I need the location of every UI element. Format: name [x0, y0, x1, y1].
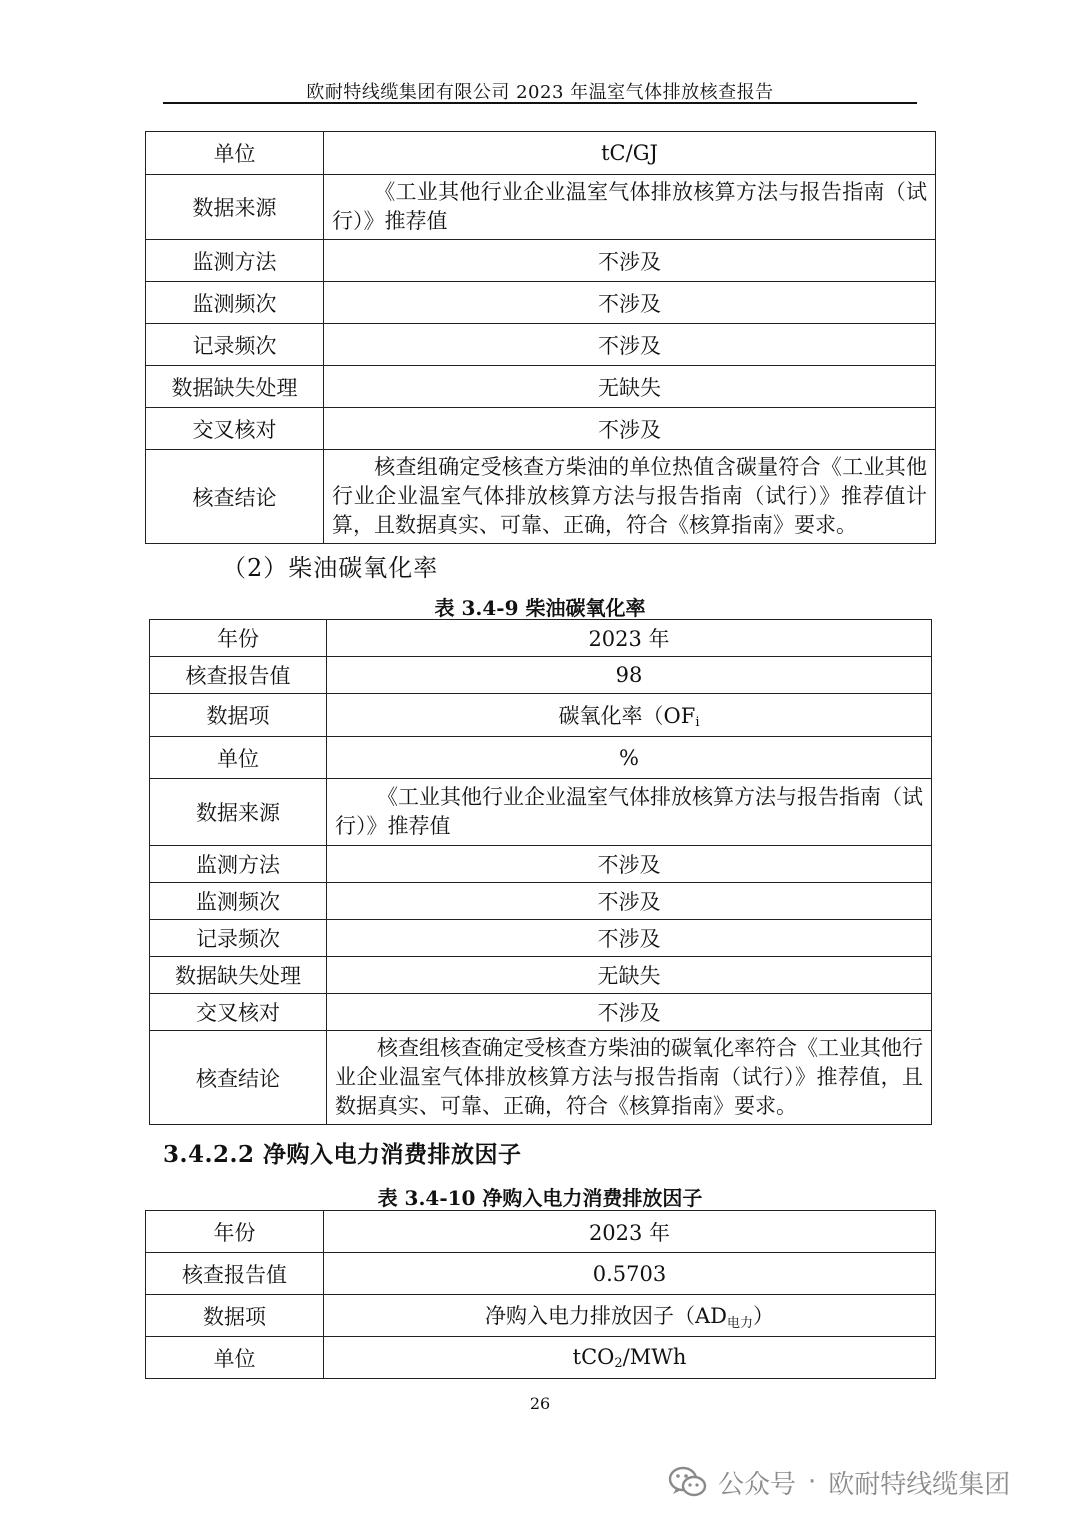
row-label: 数据项	[146, 1295, 324, 1337]
row-value: 不涉及	[324, 408, 936, 450]
row-value: 0.5703	[324, 1253, 936, 1295]
row-value-subscript: i	[695, 715, 700, 730]
section-heading: （2）柴油碳氧化率	[222, 554, 439, 582]
row-value: 不涉及	[327, 846, 932, 883]
row-value-text: 《工业其他行业企业温室气体排放核算方法与报告指南（试行）》推荐值	[332, 180, 927, 233]
row-label: 交叉核对	[150, 994, 327, 1031]
watermark-separator: ·	[808, 1467, 817, 1497]
table-row	[150, 620, 932, 657]
wechat-watermark	[668, 1460, 1010, 1504]
row-label: 核查报告值	[146, 1253, 324, 1295]
table-row	[150, 883, 932, 920]
table-row	[146, 1253, 936, 1295]
report-header-title: 欧耐特线缆集团有限公司 2023 年温室气体排放核查报告	[306, 82, 774, 103]
row-label: 年份	[146, 1211, 324, 1253]
row-value: 无缺失	[327, 957, 932, 994]
table-row	[150, 737, 932, 779]
row-value: 98	[327, 657, 932, 694]
row-value-text: 净购入电力排放因子（AD	[484, 1304, 727, 1328]
table-row	[146, 175, 936, 240]
row-value-text: 碳氧化率（OF	[558, 704, 696, 728]
row-value	[324, 175, 936, 240]
row-value: 无缺失	[324, 366, 936, 408]
table-row	[150, 957, 932, 994]
wechat-logo-icon	[668, 1465, 708, 1499]
row-value-text: 核查组核查确定受核查方柴油的碳氧化率符合《工业其他行业企业温室气体排放核算方法与报告指南（试行）》推荐值，且数据真实、可靠、正确，符合《核算指南》要求。	[335, 1036, 923, 1118]
table-row	[146, 1295, 936, 1337]
table-row	[150, 994, 932, 1031]
row-label: 核查结论	[150, 1031, 327, 1125]
table-row	[146, 1337, 936, 1379]
table-row	[146, 408, 936, 450]
row-value: 2023 年	[327, 620, 932, 657]
row-value	[327, 779, 932, 846]
row-label: 核查报告值	[150, 657, 327, 694]
watermark-account-name: 欧耐特线缆集团	[828, 1469, 1011, 1500]
row-value-subscript: 2	[614, 1355, 623, 1371]
table-row	[150, 920, 932, 957]
table-caption: 表 3.4-9 柴油碳氧化率	[434, 596, 646, 620]
row-value-tail: /MWh	[622, 1344, 687, 1369]
row-label: 单位	[150, 737, 327, 779]
table-row	[150, 1031, 932, 1125]
table-row	[146, 366, 936, 408]
row-label: 数据缺失处理	[146, 366, 324, 408]
page-number: 26	[529, 1394, 551, 1413]
table-row	[146, 282, 936, 324]
row-value: 2023 年	[324, 1211, 936, 1253]
row-label: 监测方法	[146, 240, 324, 282]
subsection-heading: 3.4.2.2 净购入电力消费排放因子	[163, 1141, 522, 1168]
row-label: 核查结论	[146, 450, 324, 544]
row-label: 记录频次	[146, 324, 324, 366]
row-label: 数据项	[150, 694, 327, 737]
row-value	[324, 450, 936, 544]
table-row	[146, 450, 936, 544]
row-value: %	[327, 737, 932, 779]
row-value-text: 《工业其他行业企业温室气体排放核算方法与报告指南（试行）》推荐值	[335, 785, 923, 838]
diesel-carbon-content-table	[145, 131, 936, 544]
table-row	[146, 1211, 936, 1253]
row-label: 交叉核对	[146, 408, 324, 450]
table-row	[150, 694, 932, 737]
watermark-account-label: 公众号	[718, 1469, 797, 1500]
table-row	[150, 846, 932, 883]
row-value	[324, 1295, 936, 1337]
row-label: 数据缺失处理	[150, 957, 327, 994]
row-value: tC/GJ	[324, 132, 936, 175]
row-value: 不涉及	[327, 994, 932, 1031]
row-label: 单位	[146, 1337, 324, 1379]
row-value: 不涉及	[324, 240, 936, 282]
row-label: 记录频次	[150, 920, 327, 957]
table-row	[150, 657, 932, 694]
row-label: 单位	[146, 132, 324, 175]
table-row	[146, 132, 936, 175]
header-divider	[163, 102, 917, 104]
row-value: 不涉及	[327, 883, 932, 920]
row-value-text: tCO	[572, 1344, 615, 1369]
table-row	[146, 324, 936, 366]
row-value-text: 核查组确定受核查方柴油的单位热值含碳量符合《工业其他行业企业温室气体排放核算方法与报告指南（试行）》推荐值计算，且数据真实、可靠、正确，符合《核算指南》要求。	[332, 455, 927, 537]
row-value-tail: ）	[753, 1304, 775, 1328]
row-label: 年份	[150, 620, 327, 657]
row-label: 监测方法	[150, 846, 327, 883]
row-label: 监测频次	[146, 282, 324, 324]
row-value	[327, 1031, 932, 1125]
row-value: 不涉及	[327, 920, 932, 957]
diesel-oxidation-rate-table	[149, 619, 932, 1125]
row-value	[327, 694, 932, 737]
row-value: 不涉及	[324, 282, 936, 324]
row-value	[324, 1337, 936, 1379]
row-label: 数据来源	[150, 779, 327, 846]
row-value-subscript: 电力	[727, 1316, 754, 1331]
table-row	[150, 779, 932, 846]
row-label: 数据来源	[146, 175, 324, 240]
row-label: 监测频次	[150, 883, 327, 920]
electricity-emission-factor-table	[145, 1210, 936, 1379]
table-row	[146, 240, 936, 282]
table-caption: 表 3.4-10 净购入电力消费排放因子	[377, 1186, 703, 1210]
row-value: 不涉及	[324, 324, 936, 366]
